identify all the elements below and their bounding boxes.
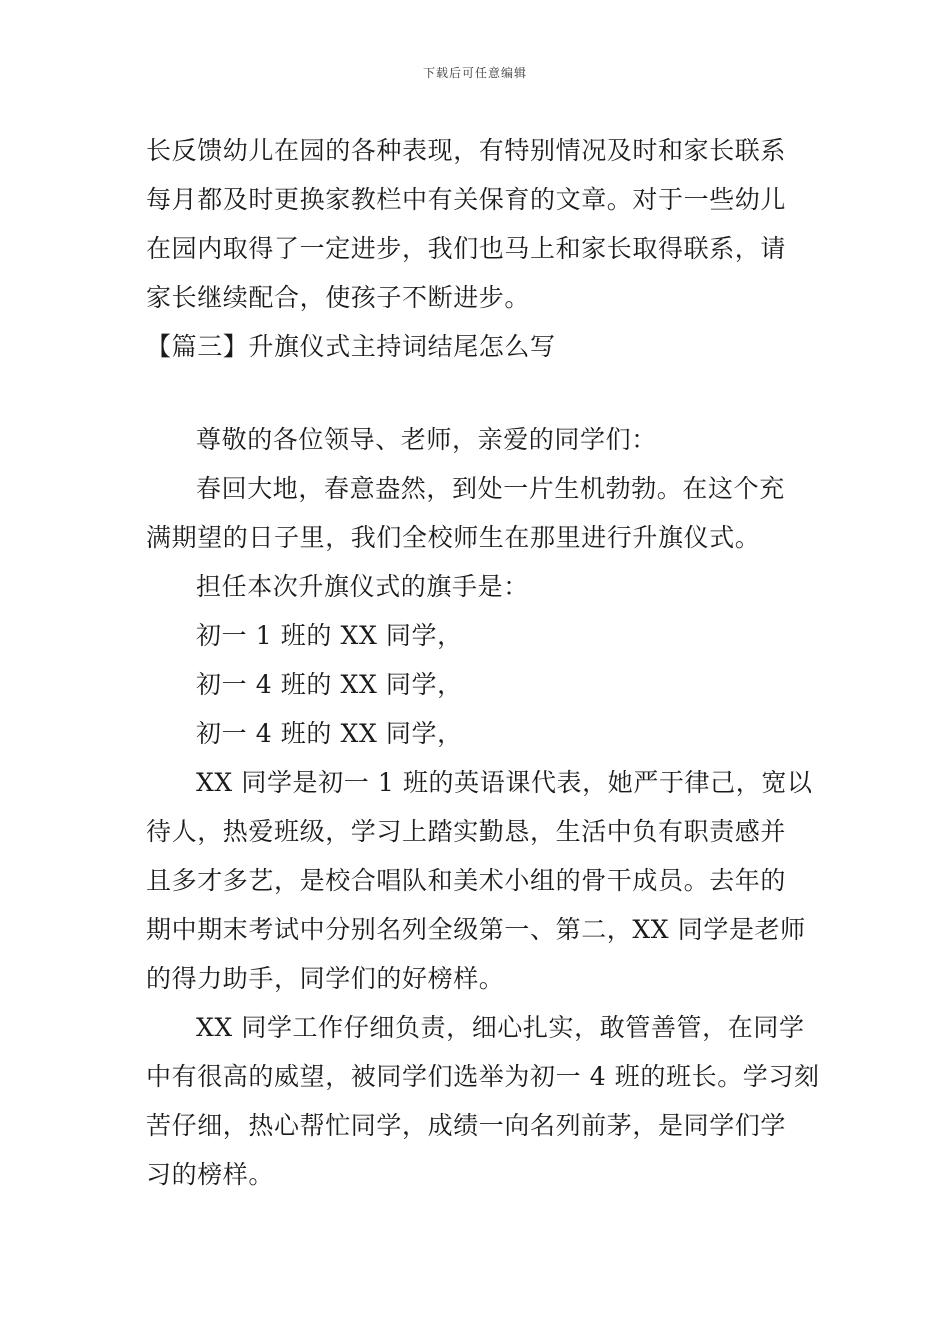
speech-line: 满期望的日子里，我们全校师生在那里进行升旗仪式。 xyxy=(146,523,761,552)
speech-line: 初一 4 班的 XX 同学， xyxy=(196,670,463,699)
speech-line: 且多才多艺，是校合唱队和美术小组的骨干成员。去年的 xyxy=(146,866,787,895)
paragraph-line: 家长继续配合，使孩子不断进步。 xyxy=(146,283,531,312)
paragraph-line: 在园内取得了一定进步，我们也马上和家长取得联系，请 xyxy=(146,234,787,263)
speech-line: 初一 1 班的 XX 同学， xyxy=(196,621,463,650)
spacer xyxy=(146,371,806,415)
speech-line: 春回大地，春意盎然，到处一片生机勃勃。在这个充 xyxy=(196,474,785,503)
speech-line: 中有很高的威望，被同学们选举为初一 4 班的班长。学习刻 xyxy=(146,1062,820,1091)
speech-line: 尊敬的各位领导、老师，亲爱的同学们： xyxy=(196,425,657,454)
speech-line: XX 同学是初一 1 班的英语课代表，她严于律己，宽以 xyxy=(196,768,813,797)
speech-line: 的得力助手，同学们的好榜样。 xyxy=(146,964,505,993)
speech-line: 待人，热爱班级，学习上踏实勤恳，生活中负有职责感并 xyxy=(146,817,787,846)
paragraph-line: 长反馈幼儿在园的各种表现，有特别情况及时和家长联系 xyxy=(146,136,787,165)
speech-line: 习的榜样。 xyxy=(146,1160,275,1189)
speech-line: 担任本次升旗仪式的旗手是： xyxy=(196,572,529,601)
speech-body xyxy=(146,415,820,1199)
speech-line: 苦仔细，热心帮忙同学，成绩一向名列前茅，是同学们学 xyxy=(146,1111,787,1140)
page-header: 下载后可任意编辑 xyxy=(422,66,527,80)
speech-line: 期中期末考试中分别名列全级第一、第二，XX 同学是老师 xyxy=(146,915,806,944)
speech-line: XX 同学工作仔细负责，细心扎实，敢管善管，在同学 xyxy=(196,1013,805,1042)
speech-line: 初一 4 班的 XX 同学， xyxy=(196,719,463,748)
section-title: 【篇三】升旗仪式主持词结尾怎么写 xyxy=(146,332,556,361)
paragraph-line: 每月都及时更换家教栏中有关保育的文章。对于一些幼儿 xyxy=(146,185,787,214)
document-body xyxy=(146,126,820,1199)
